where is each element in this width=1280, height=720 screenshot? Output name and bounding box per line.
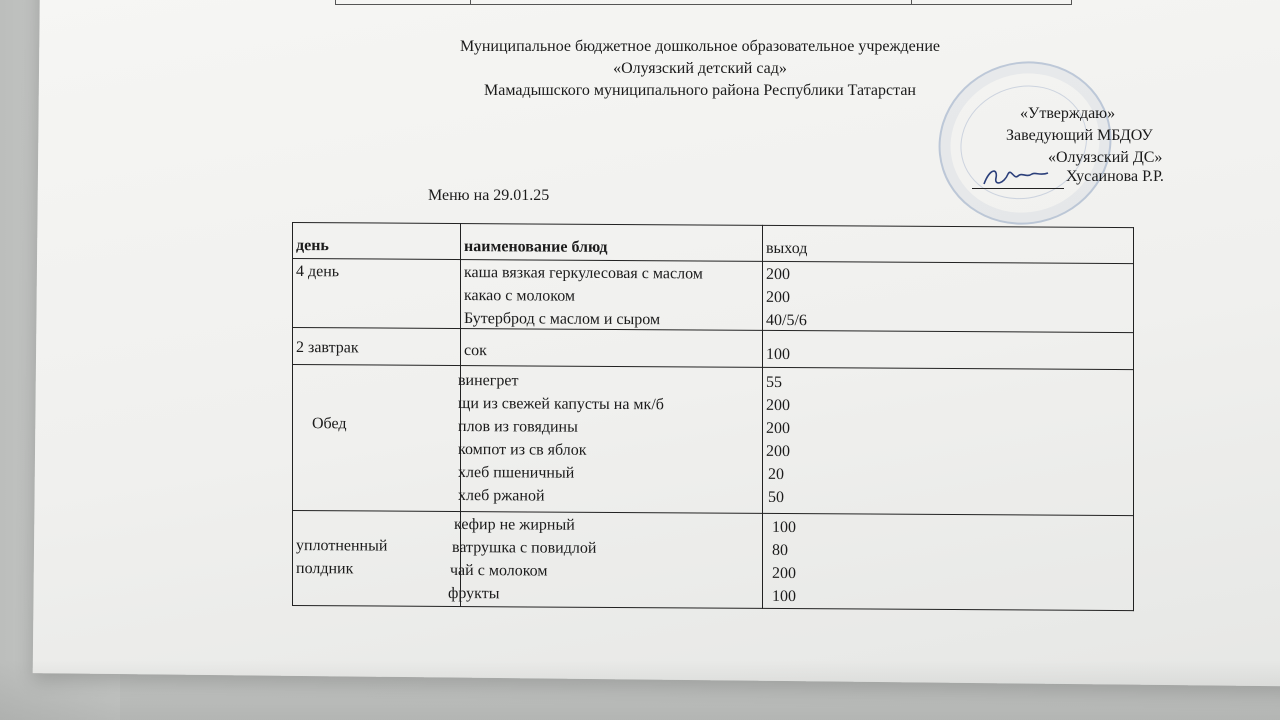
menu-title: Меню на 29.01.25 — [428, 187, 550, 204]
previous-table-edge — [335, 0, 1072, 5]
header-line-3: Мамадышского муниципального района Республики Татарстан — [484, 82, 916, 99]
approval-position: Заведующий МБДОУ — [1006, 127, 1153, 144]
portion-value: 20 — [768, 465, 784, 484]
portion-value: 50 — [768, 488, 784, 507]
portion-value: 200 — [766, 288, 790, 307]
institution-header — [420, 36, 980, 102]
dish-name: кефир не жирный — [454, 515, 575, 534]
meal-label: полдник — [296, 560, 354, 578]
dish-name: фрукты — [448, 584, 500, 603]
header-day: день — [296, 237, 329, 255]
meal-label: Обед — [312, 415, 347, 433]
dish-name: чай с молоком — [450, 561, 548, 580]
portion-value: 100 — [772, 587, 796, 606]
meal-label: 2 завтрак — [296, 339, 359, 357]
dish-name: ватрушка с повидлой — [452, 538, 597, 557]
portion-value: 80 — [772, 541, 788, 560]
approval-title: «Утверждаю» — [1020, 105, 1116, 122]
approval-name: Хусаинова Р.Р. — [1066, 168, 1164, 185]
table-row-divider — [292, 258, 1134, 264]
signature-line — [972, 188, 1064, 189]
meal-label: уплотненный — [296, 537, 388, 555]
table-col-divider — [762, 225, 763, 609]
prev-table-divider — [911, 0, 912, 4]
table-border — [292, 222, 293, 606]
portion-value: 40/5/6 — [766, 311, 807, 330]
dish-name: какао с молоком — [464, 287, 576, 305]
dish-name: хлеб пшеничный — [458, 464, 575, 482]
menu-table — [292, 222, 1134, 611]
desk-shadow — [0, 660, 1280, 720]
header-line-1: Муниципальное бюджетное дошкольное образовательное учреждение — [460, 38, 940, 55]
table-border — [1133, 227, 1134, 611]
dish-name: винегрет — [458, 372, 519, 390]
handwritten-signature — [978, 164, 1060, 190]
dish-name: щи из свежей капусты на мк/б — [458, 395, 664, 414]
portion-value: 100 — [772, 518, 796, 537]
table-row-divider — [292, 364, 1134, 370]
approval-org: «Олуязский ДС» — [1048, 149, 1163, 166]
dish-name: плов из говядины — [458, 418, 578, 436]
portion-value: 200 — [766, 419, 790, 438]
portion-value: 200 — [766, 396, 790, 415]
portion-value: 100 — [766, 345, 790, 364]
dish-name: каша вязкая геркулесовая с маслом — [464, 264, 703, 283]
portion-value: 200 — [772, 564, 796, 583]
portion-value: 200 — [766, 442, 790, 461]
prev-table-divider — [470, 0, 471, 4]
dish-name: Бутерброд с маслом и сыром — [464, 310, 661, 329]
dish-name: компот из св яблок — [458, 441, 587, 459]
dish-name: сок — [464, 342, 487, 360]
dish-name: хлеб ржаной — [458, 487, 545, 505]
table-row-divider — [292, 327, 1134, 333]
portion-value: 55 — [766, 373, 782, 391]
table-row-divider — [292, 510, 1134, 516]
header-portion: выход — [766, 239, 808, 258]
header-line-2: «Олуязский детский сад» — [613, 60, 787, 77]
header-dish: наименование блюд — [464, 238, 608, 256]
meal-label: 4 день — [296, 263, 340, 281]
portion-value: 200 — [766, 265, 790, 284]
